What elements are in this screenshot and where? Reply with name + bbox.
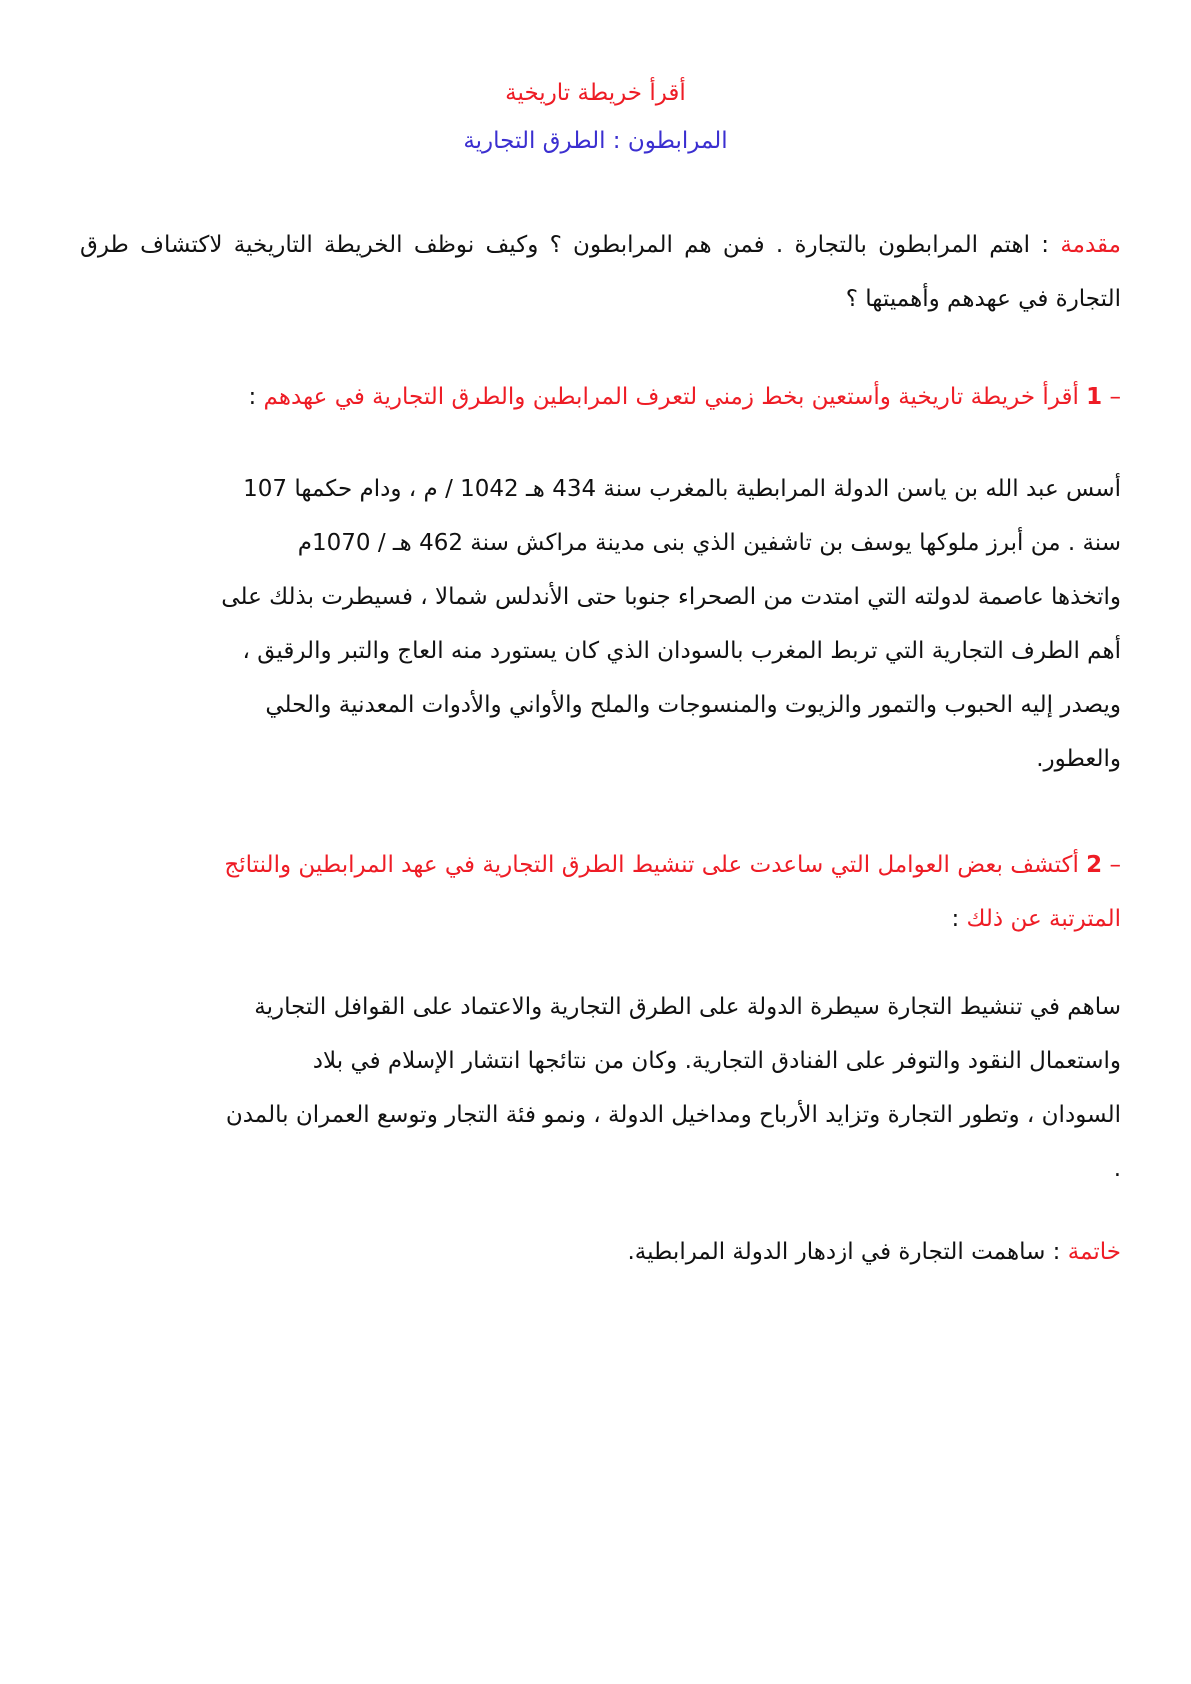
answer-1-line: ويصدر إليه الحبوب والتمور والزيوت والمنسوجات والملح والأواني والأدوات المعدنية والحلي	[265, 692, 1121, 718]
answer-1-line: والعطور.	[1036, 746, 1121, 772]
document-subtitle: المرابطون : الطرق التجارية	[463, 128, 728, 154]
intro-separator: :	[1030, 232, 1061, 258]
answer-2-line: واستعمال النقود والتوفر على الفنادق التجارية. وكان من نتائجها انتشار الإسلام في بلاد	[312, 1048, 1121, 1074]
question-2	[80, 838, 1121, 946]
question-1	[80, 370, 1121, 424]
conclusion-label: خاتمة	[1067, 1239, 1121, 1265]
conclusion-paragraph	[80, 1225, 1121, 1279]
answer-2-line: .	[1113, 1156, 1121, 1182]
intro-label: مقدمة	[1060, 232, 1121, 258]
question-1-colon: :	[248, 384, 264, 410]
answer-1-line: أهم الطرف التجارية التي تربط المغرب بالسودان الذي كان يستورد منه العاج والتبر والرقيق ،	[242, 638, 1121, 664]
question-1-dash: –	[1102, 384, 1121, 410]
answer-1-line: سنة . من أبرز ملوكها يوسف بن تاشفين الذي بنى مدينة مراكش سنة 462 هـ / 1070م	[297, 530, 1121, 556]
answer-1-line: أسس عبد الله بن ياسن الدولة المرابطية بالمغرب سنة 434 هـ 1042 / م ، ودام حكمها 107	[243, 476, 1121, 502]
intro-text: اهتم المرابطون بالتجارة . فمن هم المرابطون ؟ وكيف نوظف الخريطة التاريخية لاكتشاف طرق التجارة في عهدهم وأهميتها ؟	[80, 232, 1121, 312]
answer-1-line: واتخذها عاصمة لدولته التي امتدت من الصحراء جنوبا حتى الأندلس شمالا ، فسيطرت بذلك على	[221, 584, 1121, 610]
answer-2-line: السودان ، وتطور التجارة وتزايد الأرباح ومداخيل الدولة ، ونمو فئة التجار وتوسع العمران بالمدن	[225, 1102, 1121, 1128]
conclusion-separator: :	[1045, 1239, 1068, 1265]
conclusion-text: ساهمت التجارة في ازدهار الدولة المرابطية.	[627, 1239, 1046, 1265]
question-2-colon: :	[951, 906, 967, 932]
question-2-number: 2	[1086, 852, 1103, 878]
answer-2-paragraph	[80, 980, 1121, 1196]
answer-2-line: ساهم في تنشيط التجارة سيطرة الدولة على الطرق التجارية والاعتماد على القوافل التجارية	[254, 994, 1121, 1020]
answer-1-paragraph	[80, 462, 1121, 786]
question-2-line-1: أكتشف بعض العوامل التي ساعدت على تنشيط الطرق التجارية في عهد المرابطين والنتائج	[224, 852, 1087, 878]
intro-paragraph	[80, 218, 1121, 326]
document-title: أقرأ خريطة تاريخية	[505, 80, 686, 106]
question-2-line-2: المترتبة عن ذلك	[966, 906, 1121, 932]
question-1-number: 1	[1086, 384, 1103, 410]
question-2-dash: –	[1102, 852, 1121, 878]
question-1-text: أقرأ خريطة تاريخية وأستعين بخط زمني لتعرف المرابطين والطرق التجارية في عهدهم	[263, 384, 1087, 410]
